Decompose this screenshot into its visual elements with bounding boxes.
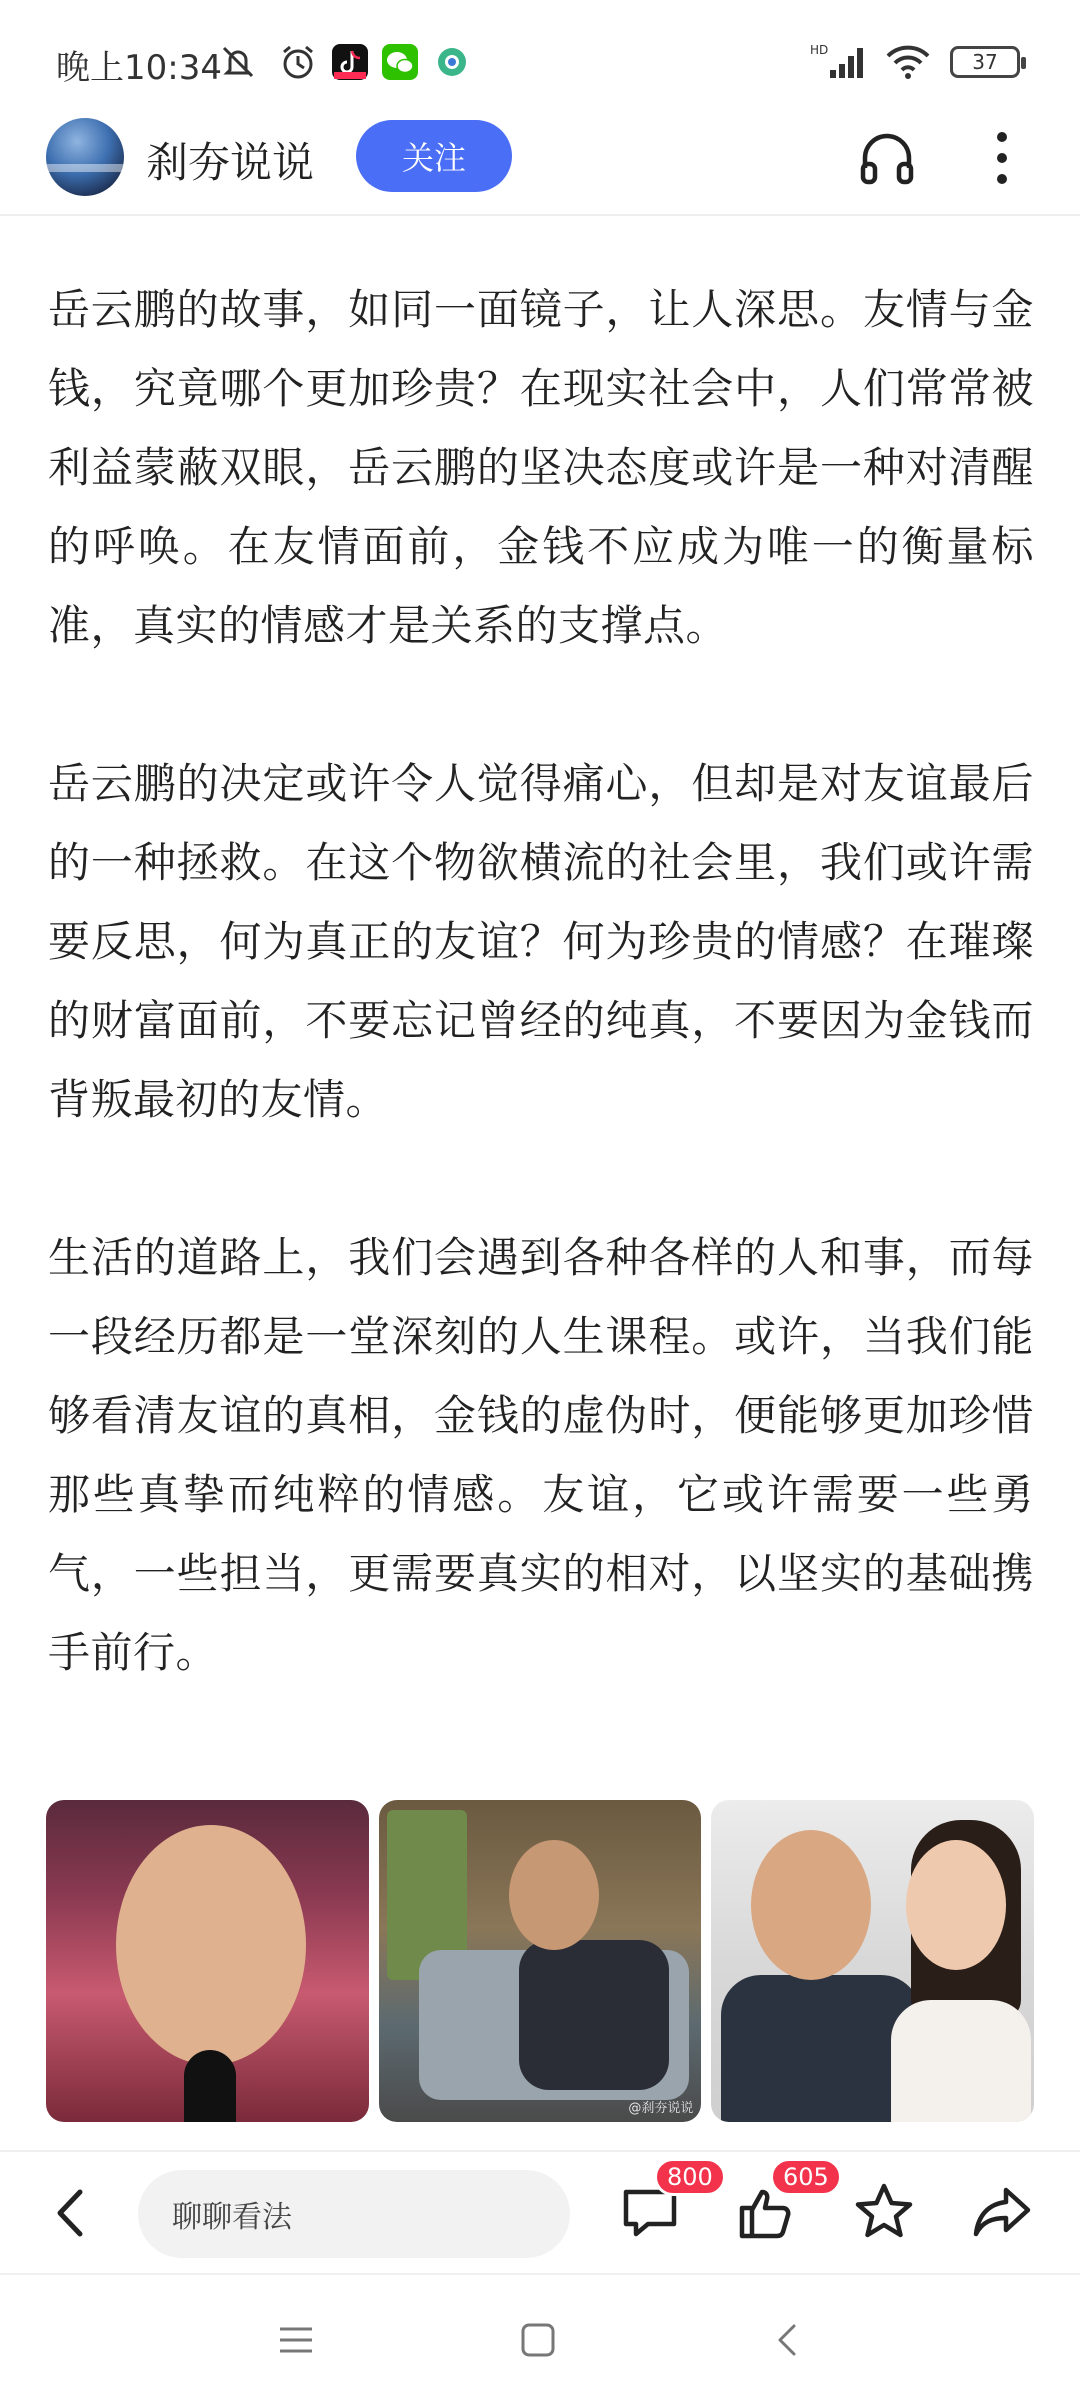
article-image[interactable] — [379, 1800, 702, 2122]
bottom-action-bar — [0, 2150, 1080, 2275]
battery-icon — [950, 46, 1020, 78]
article-paragraph: 岳云鹏的决定或许令人觉得痛心，但却是对友谊最后的一种拯救。在这个物欲横流的社会里，我们或许需要反思，何为真正的友谊？何为珍贵的情感？在璀璨的财富面前，不要忘记曾经的纯真，不要因为金钱而背叛最初的友情。 — [48, 759, 1034, 1124]
image-watermark: @刹夯说说 — [628, 2101, 694, 2116]
article-image[interactable] — [46, 1800, 369, 2122]
app-icon — [432, 42, 472, 82]
article-body — [48, 270, 1034, 1692]
follow-button[interactable]: 关注 — [356, 120, 512, 192]
menu-icon[interactable] — [276, 2320, 316, 2360]
mute-icon — [218, 42, 258, 82]
status-time: 晚上10:34 — [56, 48, 222, 88]
article-image[interactable] — [711, 1800, 1034, 2122]
star-icon[interactable] — [852, 2180, 916, 2244]
battery-level: 37 — [972, 50, 998, 74]
home-icon[interactable] — [518, 2320, 558, 2360]
image-gallery — [46, 1800, 1034, 2122]
article-header — [0, 112, 1080, 216]
share-icon[interactable] — [970, 2180, 1034, 2244]
article-paragraph: 生活的道路上，我们会遇到各种各样的人和事，而每一段经历都是一堂深刻的人生课程。或许，当我们能够看清友谊的真相，金钱的虚伪时，便能够更加珍惜那些真挚而纯粹的情感。友谊，它或许需要一些勇气，一些担当，更需要真实的相对，以坚实的基础携手前行。 — [48, 1233, 1034, 1677]
system-nav-bar — [0, 2280, 1080, 2400]
comment-input[interactable] — [138, 2170, 570, 2258]
comment-placeholder: 聊聊看法 — [172, 2200, 292, 2235]
comment-count-badge: 800 — [654, 2158, 726, 2196]
alarm-icon — [278, 42, 318, 82]
wifi-icon — [884, 42, 932, 82]
comment-button[interactable] — [618, 2163, 713, 2244]
hd-signal-icon — [810, 42, 866, 82]
avatar[interactable] — [46, 118, 124, 196]
back-icon[interactable] — [768, 2320, 808, 2360]
tiktok-icon — [330, 42, 370, 82]
chevron-left-icon[interactable] — [44, 2180, 100, 2246]
status-right — [810, 40, 1020, 84]
svg-text:HD: HD — [810, 43, 829, 57]
wechat-icon — [380, 42, 420, 82]
headphones-icon[interactable] — [855, 126, 919, 190]
more-vertical-icon[interactable] — [978, 126, 1026, 190]
status-bar — [0, 0, 1080, 120]
article-paragraph: 岳云鹏的故事，如同一面镜子，让人深思。友情与金钱，究竟哪个更加珍贵？在现实社会中，人们常常被利益蒙蔽双眼，岳云鹏的坚决态度或许是一种对清醒的呼唤。在友情面前，金钱不应成为唯一的衡量标准，真实的情感才是关系的支撑点。 — [48, 285, 1034, 650]
account-name[interactable]: 刹夯说说 — [146, 138, 315, 187]
like-button[interactable] — [734, 2163, 829, 2244]
like-count-badge: 605 — [770, 2158, 842, 2196]
